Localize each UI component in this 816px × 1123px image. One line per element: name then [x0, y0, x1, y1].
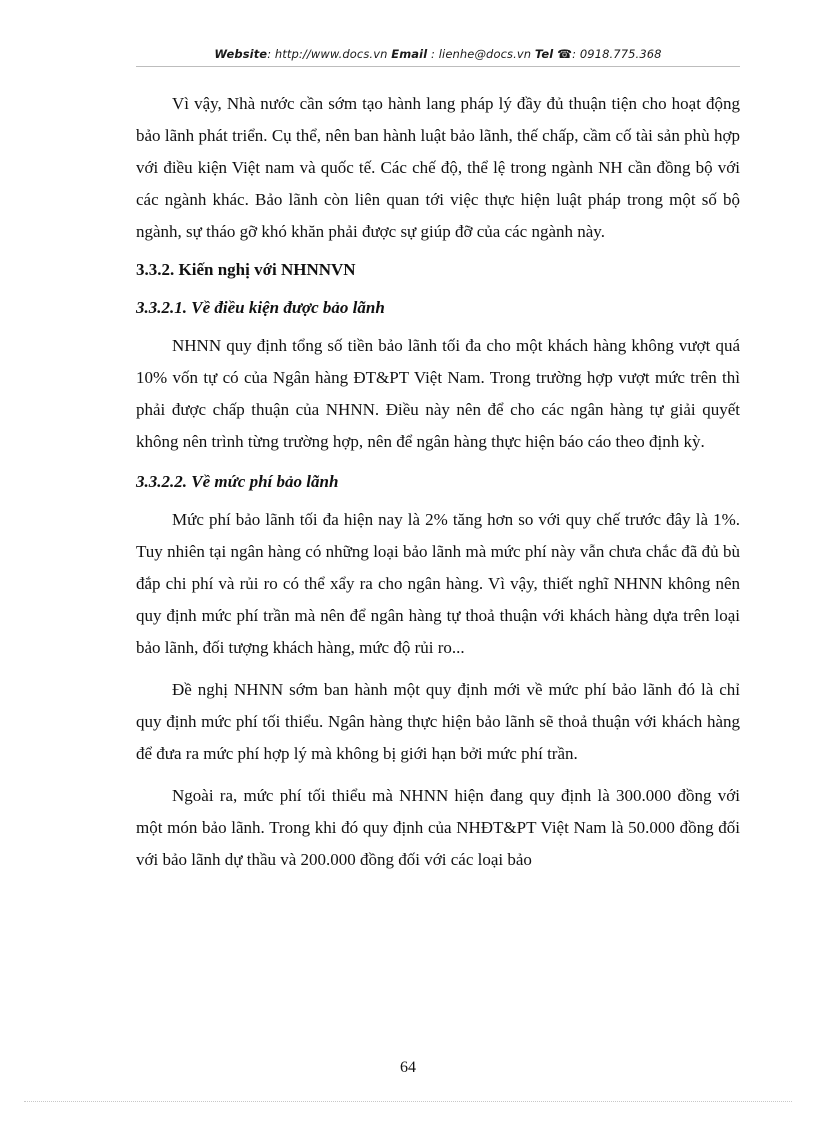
tel-value: : 0918.775.368 — [572, 47, 662, 61]
header-divider — [136, 66, 740, 67]
paragraph-fee-proposal: Đề nghị NHNN sớm ban hành một quy định mới về mức phí bảo lãnh đó là chỉ quy định mức phí tối thiểu. Ngân hàng thực hiện bảo lãnh sẽ thoả thuận với khách hàng để đưa ra mức phí hợp lý mà không bị giới hạn bởi mức phí trần. — [136, 680, 740, 763]
paragraph-guarantee-conditions: NHNN quy định tổng số tiền bảo lãnh tối đa cho một khách hàng không vượt quá 10% vốn tự có của Ngân hàng ĐT&PT Việt Nam. Trong trường hợp vượt mức trên thì phải được chấp thuận của NHNN. Điều này nên để cho các ngân hàng tự giải quyết không nên trình từng trường hợp, nên để ngân hàng thực hiện báo cáo theo định kỳ. — [136, 336, 740, 451]
page-header — [136, 47, 740, 61]
paragraph-legal-framework: Vì vậy, Nhà nước cần sớm tạo hành lang pháp lý đầy đủ thuận tiện cho hoạt động bảo lãnh phát triển. Cụ thể, nên ban hành luật bảo lãnh, thế chấp, cầm cố tài sản phù hợp với điều kiện Việt nam và quốc tế. Các chế độ, thể lệ trong ngành NH cần đồng bộ với các ngành khác. Bảo lãnh còn liên quan tới việc thực hiện luật pháp trong một số bộ ngành, sự tháo gỡ khó khăn phải được sự giúp đỡ của các ngành này. — [136, 94, 740, 241]
email-label: Email — [391, 47, 428, 61]
section-heading-3-3-2: 3.3.2. Kiến nghị với NHNNVN — [136, 260, 356, 279]
page-number: 64 — [400, 1059, 416, 1076]
email-value: : lienhe@docs.vn — [431, 47, 532, 61]
document-body — [136, 88, 740, 876]
subsection-heading-3-3-2-2: 3.3.2.2. Về mức phí bảo lãnh — [136, 472, 339, 491]
website-label: Website — [214, 47, 268, 61]
phone-icon: ☎ — [557, 47, 573, 61]
paragraph-guarantee-fee: Mức phí bảo lãnh tối đa hiện nay là 2% tăng hơn so với quy chế trước đây là 1%. Tuy nhiên tại ngân hàng có những loại bảo lãnh mà mức phí này vẫn chưa chắc đã đủ bù đắp chi phí và rủi ro có thể xẩy ra cho ngân hàng. Vì vậy, thiết nghĩ NHNN không nên quy định mức phí trần mà nên để ngân hàng tự thoả thuận với khách hàng dựa trên loại bảo lãnh, đối tượng khách hàng, mức độ rủi ro... — [136, 510, 740, 657]
paragraph-minimum-fee: Ngoài ra, mức phí tối thiểu mà NHNN hiện đang quy định là 300.000 đồng với một món bảo lãnh. Trong khi đó quy định của NHĐT&PT Việt Nam là 50.000 đồng đối với bảo lãnh dự thầu và 200.000 đồng đối với các loại bảo — [136, 786, 740, 869]
website-value: : http://www.docs.vn — [267, 47, 388, 61]
page-bottom-border — [24, 1101, 792, 1102]
subsection-heading-3-3-2-1: 3.3.2.1. Về điều kiện được bảo lãnh — [136, 298, 385, 317]
tel-label: Tel — [534, 47, 554, 61]
